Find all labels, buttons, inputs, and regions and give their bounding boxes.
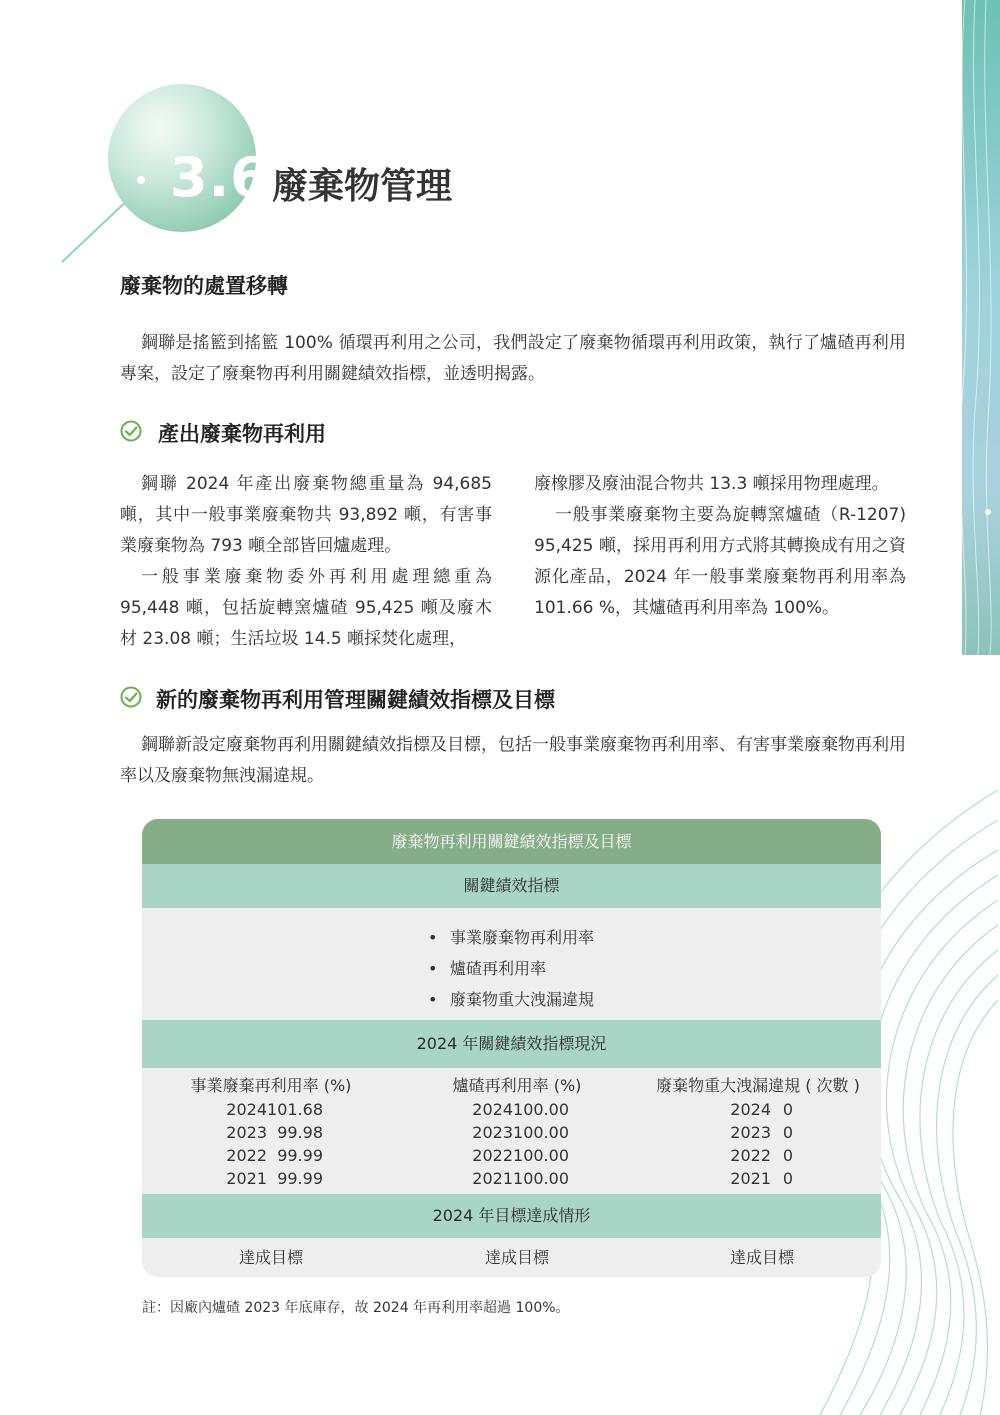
stat-year: 2024: [730, 1100, 771, 1119]
output-right-column: [534, 469, 906, 624]
stat-row: [394, 1098, 640, 1121]
stat-value: 99.99: [277, 1146, 323, 1165]
stat-value: 0: [782, 1100, 793, 1119]
output-paragraph: 廢橡膠及廢油混合物共 13.3 噸採用物理處理。: [534, 474, 889, 494]
section-number: 3.6: [170, 146, 269, 209]
stat-year: 2021: [730, 1169, 771, 1188]
stat-row: [635, 1098, 881, 1121]
stat-value: 99.98: [277, 1123, 323, 1142]
achievement-cell: 達成目標: [238, 1248, 303, 1267]
stat-value: 0: [782, 1146, 793, 1165]
table-status-band: 2024 年關鍵績效指標現況: [142, 1020, 881, 1068]
kpi-paragraph: 鋼聯新設定廢棄物再利用關鍵績效指標及目標，包括一般事業廢棄物再利用率、有害事業廢棄物再利用率以及廢棄物無洩漏違規。: [120, 735, 906, 786]
stat-value: 0: [782, 1123, 793, 1142]
disposal-heading: 廢棄物的處置移轉: [120, 274, 288, 298]
stat-row: [635, 1144, 881, 1167]
output-paragraph: 鋼聯 2024 年產出廢棄物總重量為 94,685 噸，其中一般事業廢棄物共 93,892 噸，有害事業廢棄物為 793 噸全部皆回爐處理。: [120, 474, 492, 556]
kpi-heading: 新的廢棄物再利用管理關鍵績效指標及目標: [156, 688, 555, 712]
stat-row: [635, 1167, 881, 1190]
stat-row: [394, 1144, 640, 1167]
table-status-stats: [142, 1068, 881, 1194]
stat-row: [148, 1121, 394, 1144]
check-circle-icon: [120, 420, 142, 442]
stat-year: 2023: [730, 1123, 771, 1142]
section-dot-decoration: [137, 176, 145, 184]
stat-row: [148, 1167, 394, 1190]
stat-column: [635, 1074, 881, 1190]
stat-year: 2022: [730, 1146, 771, 1165]
stat-value: 0: [782, 1169, 793, 1188]
stat-row: [394, 1167, 640, 1190]
kpi-list-item: • 廢棄物重大洩漏違規: [428, 984, 594, 1015]
output-paragraph: 一般事業廢棄物主要為旋轉窯爐碴（R-1207) 95,425 噸，採用再利用方式將其轉換成有用之資源化產品，2024 年一般事業廢棄物再利用率為 101.66 %，其爐碴再利用率為 100%。: [534, 505, 906, 618]
stat-column-header: 廢棄物重大洩漏違規 ( 次數 ): [656, 1076, 860, 1095]
table-title: 廢棄物再利用關鍵績效指標及目標: [142, 819, 881, 864]
stat-year: 2022: [226, 1146, 267, 1165]
output-heading: 產出廢棄物再利用: [158, 422, 326, 446]
table-target-band: 2024 年目標達成情形: [142, 1194, 881, 1238]
stat-column: [148, 1074, 394, 1190]
stat-column-header: 爐碴再利用率 (%): [452, 1076, 582, 1095]
output-paragraph: 一般事業廢棄物委外再利用處理總重為 95,448 噸，包括旋轉窯爐碴 95,425 噸及廢木材 23.08 噸；生活垃圾 14.5 噸採焚化處理，: [120, 567, 492, 649]
intro-paragraph: 鋼聯是搖籃到搖籃 100% 循環再利用之公司，我們設定了廢棄物循環再利用政策，執行了爐碴再利用專案，設定了廢棄物再利用關鍵績效指標，並透明揭露。: [120, 333, 906, 384]
stat-value: 100.00: [513, 1123, 569, 1142]
kpi-list-item: • 事業廢棄物再利用率: [428, 922, 594, 953]
stat-year: 2021: [472, 1169, 513, 1188]
stat-row: [148, 1098, 394, 1121]
stat-value: 100.00: [513, 1146, 569, 1165]
stat-year: 2022: [472, 1146, 513, 1165]
table-kpi-band: 關鍵績效指標: [142, 864, 881, 908]
stat-value: 100.00: [513, 1100, 569, 1119]
stat-year: 2023: [472, 1123, 513, 1142]
table-footnote: 註：因廠內爐碴 2023 年底庫存，故 2024 年再利用率超過 100%。: [142, 1300, 570, 1316]
stat-row: [635, 1121, 881, 1144]
output-left-column: [120, 469, 492, 655]
achievement-cell: 達成目標: [729, 1248, 794, 1267]
kpi-table: [142, 819, 881, 1277]
stat-value: 100.00: [513, 1169, 569, 1188]
kpi-list-item: • 爐碴再利用率: [428, 953, 594, 984]
stat-year: 2023: [226, 1123, 267, 1142]
table-achievement-row: [142, 1238, 881, 1277]
stat-row: [394, 1121, 640, 1144]
stat-year: 2021: [226, 1169, 267, 1188]
stat-row: [148, 1144, 394, 1167]
achievement-cell: 達成目標: [484, 1248, 549, 1267]
stat-column: [394, 1074, 640, 1190]
stat-column-header: 事業廢棄再利用率 (%): [190, 1076, 352, 1095]
stat-year: 2024: [472, 1100, 513, 1119]
stat-value: 99.99: [277, 1169, 323, 1188]
stat-year: 2024: [226, 1100, 267, 1119]
stat-value: 101.68: [267, 1100, 323, 1119]
section-title: 廢棄物管理: [272, 166, 453, 207]
table-kpi-list: [142, 908, 881, 1020]
check-circle-icon: [120, 686, 142, 708]
